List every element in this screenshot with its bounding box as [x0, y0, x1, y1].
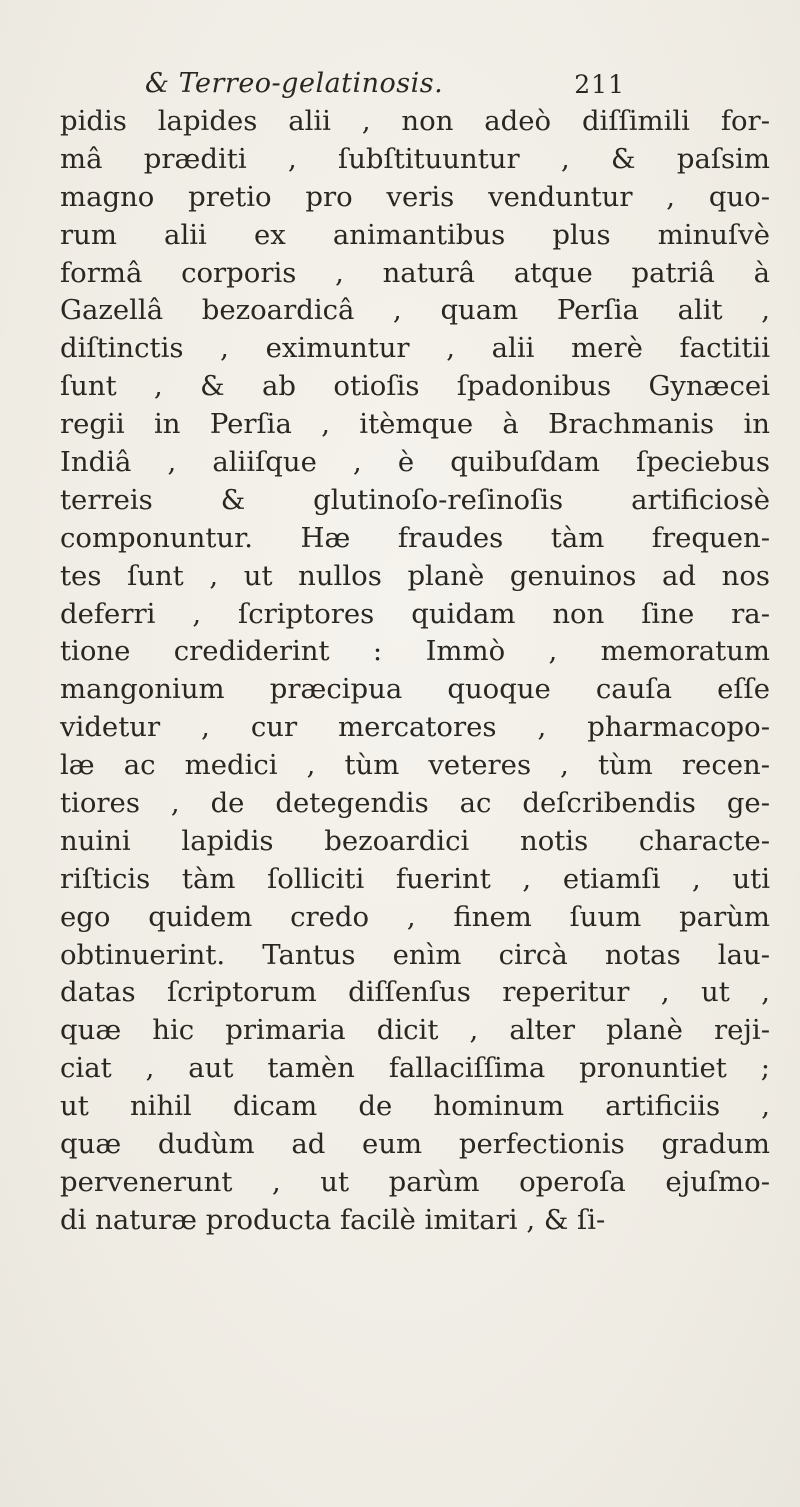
- text-line: Gazellâ bezoardicâ , quam Perſia alit ,: [60, 294, 770, 327]
- text-line: læ ac medici , tùm veteres , tùm recen-: [60, 749, 770, 782]
- text-line: deferri , ſcriptores quidam non ſine ra-: [60, 597, 770, 630]
- text-line: componuntur. Hæ fraudes tàm frequen-: [60, 521, 770, 554]
- text-line: mâ præditi , ſubſtituuntur , & paſsim: [60, 142, 770, 175]
- body-text: [60, 103, 770, 1240]
- text-line: terreis & glutinoſo-reſinoſis artificiosè: [60, 483, 770, 516]
- text-line: ego quidem credo , finem ſuum parùm: [60, 900, 770, 933]
- running-head: [145, 68, 625, 104]
- text-line: riſticis tàm ſolliciti fuerint , etiamſi , uti: [60, 862, 770, 895]
- running-title: & Terreo-gelatinosis.: [145, 68, 444, 99]
- text-line: pervenerunt , ut parùm operoſa ejuſmo-: [60, 1165, 770, 1198]
- text-line: diſtinctis , eximuntur , alii merè factitii: [60, 332, 770, 365]
- text-line: ut nihil dicam de hominum artificiis ,: [60, 1090, 770, 1123]
- text-line: videtur , cur mercatores , pharmacopo-: [60, 711, 770, 744]
- page-number: 211: [574, 70, 625, 99]
- text-line: rum alii ex animantibus plus minuſvè: [60, 218, 770, 251]
- text-line: quæ dudùm ad eum perfectionis gradum: [60, 1128, 770, 1161]
- text-line: ciat , aut tamèn fallaciſſima pronuntiet ;: [60, 1052, 770, 1085]
- text-line: mangonium præcipua quoque cauſa eſſe: [60, 673, 770, 706]
- text-line: datas ſcriptorum diſſenſus reperitur , ut ,: [60, 976, 770, 1009]
- text-line: ſunt , & ab otioſis ſpadonibus Gynæcei: [60, 370, 770, 403]
- text-line: formâ corporis , naturâ atque patriâ à: [60, 256, 770, 289]
- text-line: quæ hic primaria dicit , alter planè reji-: [60, 1014, 770, 1047]
- text-line: magno pretio pro veris venduntur , quo-: [60, 180, 770, 213]
- text-line: tione crediderint : Immò , memoratum: [60, 635, 770, 668]
- text-line: regii in Perſia , itèmque à Brachmanis in: [60, 408, 770, 441]
- text-line: di naturæ producta facilè imitari , & ſi-: [60, 1203, 606, 1236]
- text-line: obtinuerint. Tantus enìm circà notas lau-: [60, 938, 770, 971]
- text-line: Indiâ , aliiſque , è quibuſdam ſpeciebus: [60, 446, 770, 479]
- text-line: tes ſunt , ut nullos planè genuinos ad nos: [60, 559, 770, 592]
- text-line: nuini lapidis bezoardici notis characte-: [60, 824, 770, 857]
- text-line: tiores , de detegendis ac deſcribendis ge-: [60, 787, 770, 820]
- text-line: pidis lapides alii , non adeò diſſimili for-: [60, 105, 770, 137]
